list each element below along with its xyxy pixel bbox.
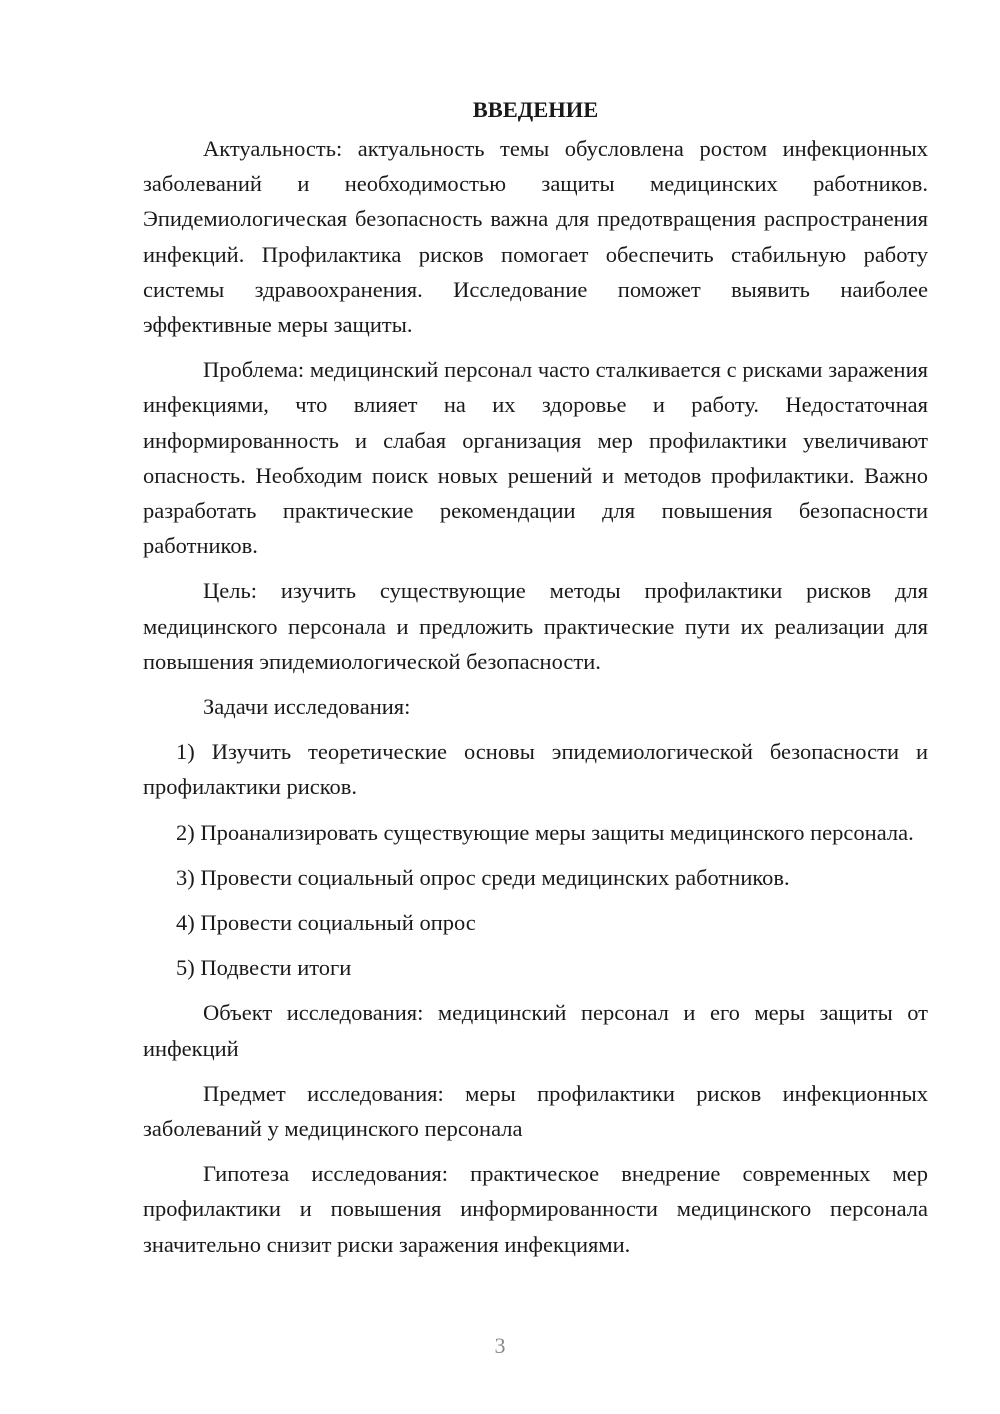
document-page: [143, 92, 928, 1272]
section-heading: ВВЕДЕНИЕ: [472, 97, 599, 122]
list-item: 2) Проанализировать существующие меры защиты медицинского персонала.: [176, 819, 914, 845]
object-paragraph: Объект исследования: медицинский персонал и его меры защиты от инфекций: [143, 1000, 928, 1061]
goal-paragraph: Цель: изучить существующие методы профилактики рисков для медицинского персонала и предложить практические пути их реализации для повышения эпидемиологической безопасности.: [143, 578, 928, 674]
list-item: 5) Подвести итоги: [176, 955, 352, 981]
tasks-list: [143, 734, 928, 985]
list-item: 3) Провести социальный опрос среди медицинских работников.: [176, 864, 790, 890]
hypothesis-paragraph: Гипотеза исследования: практическое внедрение современных мер профилактики и повышения информированности медицинского персонала значительно снизит риски заражения инфекциями.: [143, 1161, 928, 1257]
problem-paragraph: Проблема: медицинский персонал часто сталкивается с рисками заражения инфекциями, что влияет на их здоровье и работу. Недостаточная информированность и слабая организация мер профилактики увеличивают опасность. Необходим поиск новых решений и методов профилактики. Важно разработать практические рекомендации для повышения безопасности работников.: [143, 357, 928, 559]
page-number: 3: [494, 1333, 506, 1358]
list-item: 4) Провести социальный опрос: [176, 910, 476, 936]
tasks-heading: Задачи исследования:: [203, 694, 411, 720]
list-item: 1) Изучить теоретические основы эпидемиологической безопасности и профилактики рисков.: [143, 739, 928, 800]
subject-paragraph: Предмет исследования: меры профилактики рисков инфекционных заболеваний у медицинского персонала: [143, 1080, 928, 1142]
relevance-paragraph: Актуальность: актуальность темы обусловлена ростом инфекционных заболеваний и необходимостью защиты медицинских работников. Эпидемиологическая безопасность важна для предотвращения распространения инфекций. Профилактика рисков помогает обеспечить стабильную работу системы здравоохранения. Исследование поможет выявить наиболее эффективные меры защиты.: [143, 136, 928, 338]
